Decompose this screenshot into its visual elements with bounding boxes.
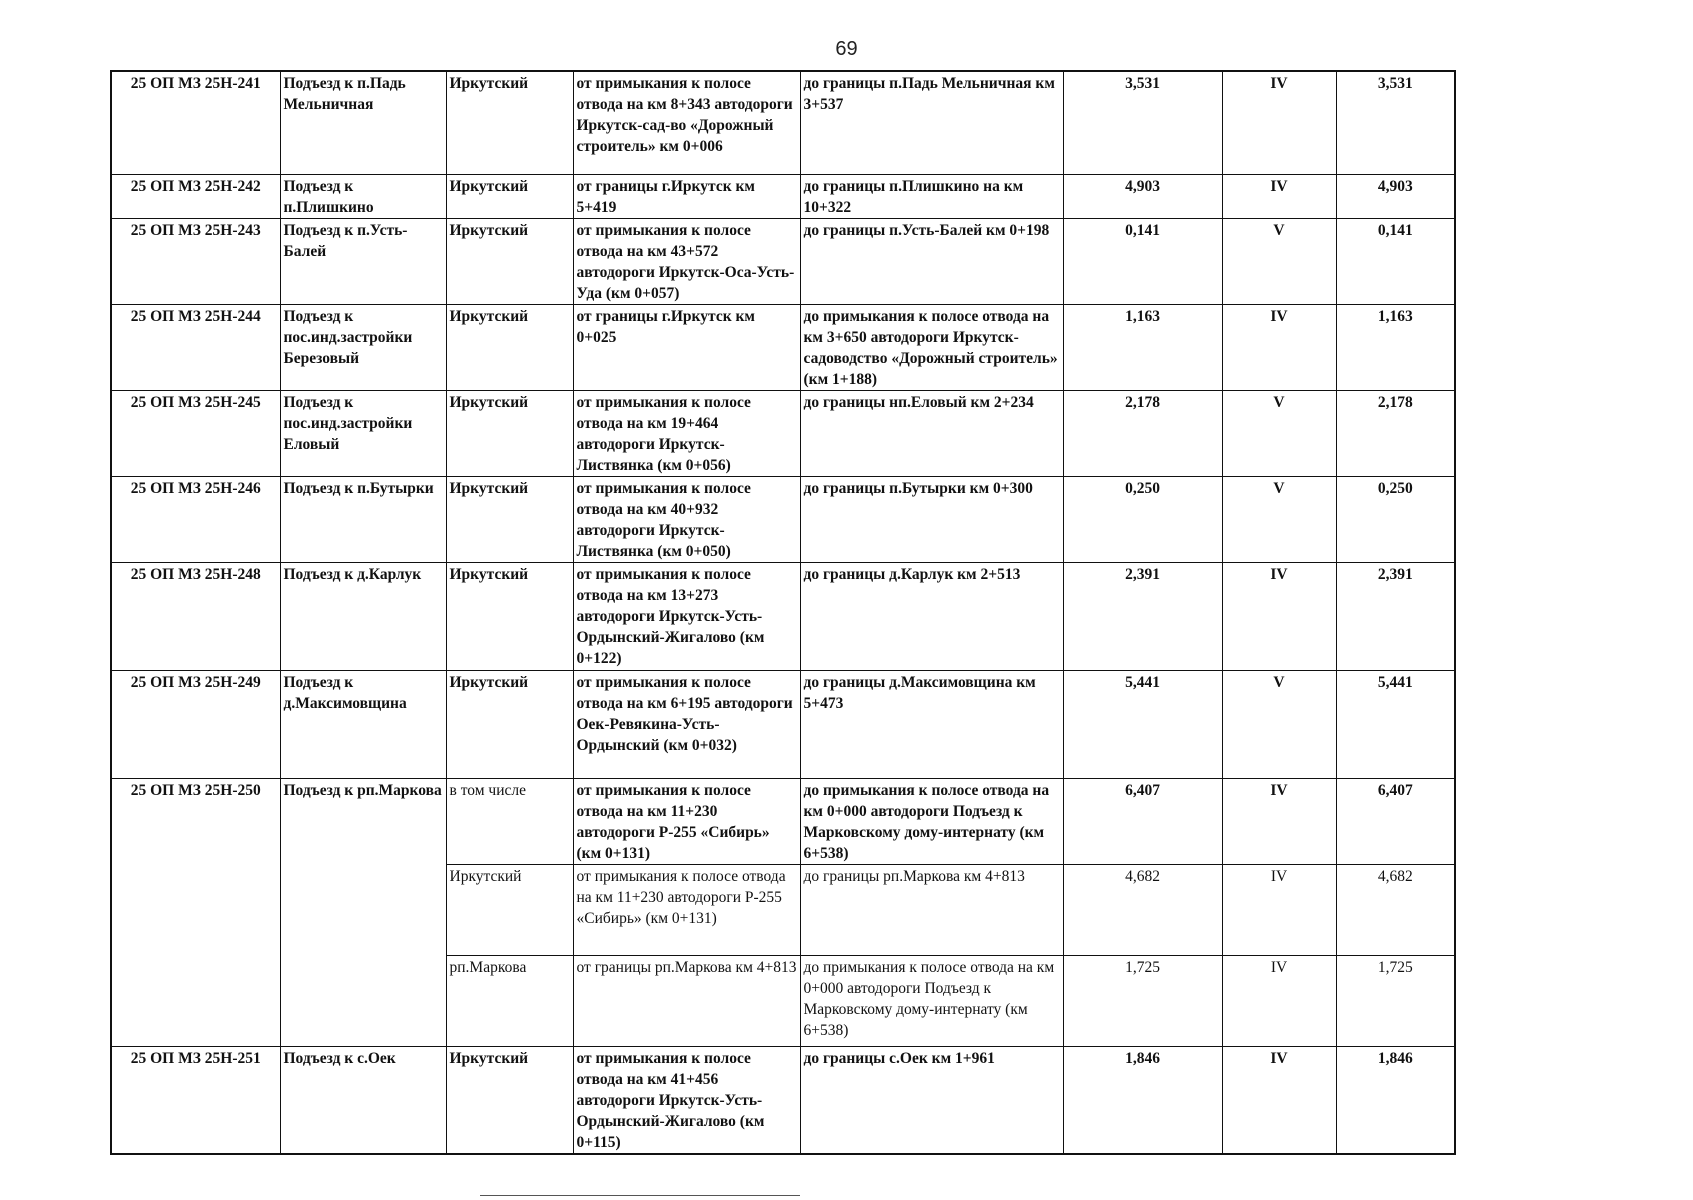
road-to: до границы с.Оек км 1+961: [800, 1046, 1063, 1154]
road-length: 3,531: [1063, 71, 1222, 174]
road-length: 2,391: [1063, 562, 1222, 670]
road-name: Подъезд к п.Плишкино: [280, 174, 446, 218]
road-category: IV: [1222, 778, 1336, 864]
table-row: [111, 670, 1455, 778]
table-row: [111, 174, 1455, 218]
road-length: 1,846: [1063, 1046, 1222, 1154]
road-code: 25 ОП МЗ 25Н-249: [111, 670, 280, 778]
road-district: в том числе: [446, 778, 573, 864]
road-name: Подъезд к пос.инд.застройки Еловый: [280, 390, 446, 476]
road-total: 1,163: [1336, 304, 1455, 390]
road-category: IV: [1222, 174, 1336, 218]
road-district: Иркутский: [446, 670, 573, 778]
road-from: от примыкания к полосе отвода на км 13+273 автодороги Иркутск-Усть-Ордынский-Жигалово (км 0+122): [573, 562, 800, 670]
road-from: от границы рп.Маркова км 4+813: [573, 955, 800, 1046]
road-district: Иркутский: [446, 174, 573, 218]
road-from: от границы г.Иркутск км 5+419: [573, 174, 800, 218]
road-total: 5,441: [1336, 670, 1455, 778]
road-total: 1,725: [1336, 955, 1455, 1046]
road-district: Иркутский: [446, 562, 573, 670]
road-category: V: [1222, 218, 1336, 304]
road-from: от примыкания к полосе отвода на км 6+195 автодороги Оек-Ревякина-Усть-Ордынский (км 0+032): [573, 670, 800, 778]
road-total: 2,391: [1336, 562, 1455, 670]
road-to: до границы рп.Маркова км 4+813: [800, 864, 1063, 955]
road-to: до границы нп.Еловый км 2+234: [800, 390, 1063, 476]
roads-table: [110, 70, 1456, 1155]
road-name: Подъезд к п.Бутырки: [280, 476, 446, 562]
road-district: Иркутский: [446, 71, 573, 174]
road-code: 25 ОП МЗ 25Н-241: [111, 71, 280, 174]
road-total: 4,903: [1336, 174, 1455, 218]
road-category: V: [1222, 390, 1336, 476]
road-category: IV: [1222, 955, 1336, 1046]
road-from: от примыкания к полосе отвода на км 43+572 автодороги Иркутск-Оса-Усть-Уда (км 0+057): [573, 218, 800, 304]
road-district: Иркутский: [446, 864, 573, 955]
road-to: до примыкания к полосе отвода на км 0+000 автодороги Подъезд к Марковскому дому-интернату (км 6+538): [800, 955, 1063, 1046]
road-length: 6,407: [1063, 778, 1222, 864]
road-total: 0,250: [1336, 476, 1455, 562]
road-code: 25 ОП МЗ 25Н-244: [111, 304, 280, 390]
road-district: Иркутский: [446, 390, 573, 476]
table-row: [111, 562, 1455, 670]
road-length: 1,725: [1063, 955, 1222, 1046]
road-name: Подъезд к пос.инд.застройки Березовый: [280, 304, 446, 390]
road-name: Подъезд к п.Падь Мельничная: [280, 71, 446, 174]
road-code: 25 ОП МЗ 25Н-242: [111, 174, 280, 218]
road-total: 4,682: [1336, 864, 1455, 955]
road-from: от примыкания к полосе отвода на км 11+230 автодороги Р-255 «Сибирь» (км 0+131): [573, 864, 800, 955]
road-district: Иркутский: [446, 476, 573, 562]
road-to: до границы д.Карлук км 2+513: [800, 562, 1063, 670]
road-total: 0,141: [1336, 218, 1455, 304]
table-row: [111, 390, 1455, 476]
road-to: до примыкания к полосе отвода на км 0+000 автодороги Подъезд к Марковскому дому-интернату (км 6+538): [800, 778, 1063, 864]
page-number: 69: [835, 38, 858, 60]
road-length: 0,141: [1063, 218, 1222, 304]
table-row: [111, 1046, 1455, 1154]
table-row: [111, 476, 1455, 562]
road-total: 2,178: [1336, 390, 1455, 476]
road-length: 2,178: [1063, 390, 1222, 476]
road-from: от примыкания к полосе отвода на км 19+464 автодороги Иркутск-Листвянка (км 0+056): [573, 390, 800, 476]
road-total: 3,531: [1336, 71, 1455, 174]
road-length: 5,441: [1063, 670, 1222, 778]
table-row: [111, 304, 1455, 390]
road-from: от примыкания к полосе отвода на км 41+456 автодороги Иркутск-Усть-Ордынский-Жигалово (км 0+115): [573, 1046, 800, 1154]
road-name: Подъезд к с.Оек: [280, 1046, 446, 1154]
road-to: до границы п.Плишкино на км 10+322: [800, 174, 1063, 218]
road-name: Подъезд к рп.Маркова: [280, 778, 446, 1046]
road-code: 25 ОП МЗ 25Н-248: [111, 562, 280, 670]
road-length: 4,682: [1063, 864, 1222, 955]
road-category: V: [1222, 670, 1336, 778]
road-to: до границы п.Усть-Балей км 0+198: [800, 218, 1063, 304]
road-length: 1,163: [1063, 304, 1222, 390]
road-from: от границы г.Иркутск км 0+025: [573, 304, 800, 390]
road-code: 25 ОП МЗ 25Н-250: [111, 778, 280, 1046]
road-from: от примыкания к полосе отвода на км 40+932 автодороги Иркутск-Листвянка (км 0+050): [573, 476, 800, 562]
road-total: 6,407: [1336, 778, 1455, 864]
scan-artifact-line: [480, 1195, 800, 1196]
road-length: 0,250: [1063, 476, 1222, 562]
road-name: Подъезд к д.Максимовщина: [280, 670, 446, 778]
road-code: 25 ОП МЗ 25Н-243: [111, 218, 280, 304]
road-to: до границы п.Бутырки км 0+300: [800, 476, 1063, 562]
road-from: от примыкания к полосе отвода на км 11+230 автодороги Р-255 «Сибирь» (км 0+131): [573, 778, 800, 864]
road-name: Подъезд к д.Карлук: [280, 562, 446, 670]
road-name: Подъезд к п.Усть-Балей: [280, 218, 446, 304]
table-row: [111, 71, 1455, 174]
road-category: V: [1222, 476, 1336, 562]
road-category: IV: [1222, 562, 1336, 670]
road-category: IV: [1222, 71, 1336, 174]
road-total: 1,846: [1336, 1046, 1455, 1154]
road-district: Иркутский: [446, 218, 573, 304]
road-district: рп.Маркова: [446, 955, 573, 1046]
road-code: 25 ОП МЗ 25Н-246: [111, 476, 280, 562]
road-category: IV: [1222, 304, 1336, 390]
road-category: IV: [1222, 1046, 1336, 1154]
road-code: 25 ОП МЗ 25Н-245: [111, 390, 280, 476]
road-district: Иркутский: [446, 304, 573, 390]
road-to: до границы д.Максимовщина км 5+473: [800, 670, 1063, 778]
road-to: до границы п.Падь Мельничная км 3+537: [800, 71, 1063, 174]
road-code: 25 ОП МЗ 25Н-251: [111, 1046, 280, 1154]
road-from: от примыкания к полосе отвода на км 8+343 автодороги Иркутск-сад-во «Дорожный строитель» км 0+006: [573, 71, 800, 174]
road-district: Иркутский: [446, 1046, 573, 1154]
table-row: [111, 778, 1455, 864]
road-category: IV: [1222, 864, 1336, 955]
table-row: [111, 218, 1455, 304]
road-to: до примыкания к полосе отвода на км 3+650 автодороги Иркутск-садоводство «Дорожный строитель» (км 1+188): [800, 304, 1063, 390]
road-length: 4,903: [1063, 174, 1222, 218]
